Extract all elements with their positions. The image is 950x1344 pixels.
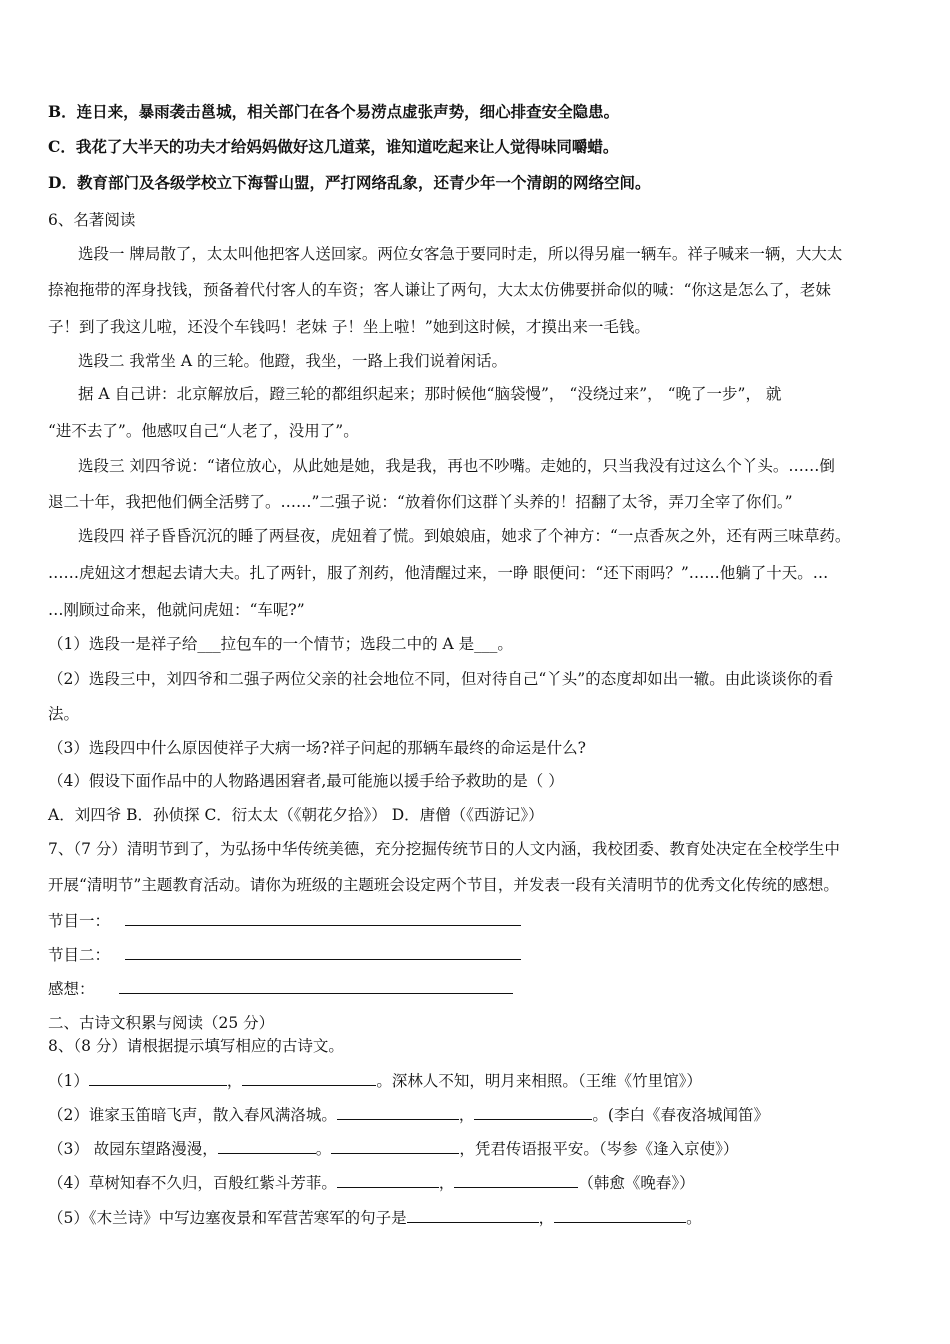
poem-1-suffix: 。深林人不知，明月来相照。（王维《竹里馆》） [376,1072,702,1090]
excerpt-2-line-2: 据 A 自己讲：北京解放后，蹬三轮的都组织起来；那时候他“脑袋慢”， “没绕过来”， “晚了一步”， 就 [78,385,782,403]
option-b: B．连日来，暴雨袭击邕城，相关部门在各个易涝点虚张声势，细心排查安全隐患。 [48,102,620,121]
poem-item-4 [48,1171,918,1194]
poem-2-blank-a[interactable] [337,1103,459,1120]
poem-item-3 [48,1137,918,1160]
poem-2-sep: ， [458,1106,475,1124]
excerpt-2-line-1: 选段二 我常坐 A 的三轮。他蹬，我坐，一路上我们说着闲话。 [78,352,507,370]
excerpt-4-line-2: ……虎妞这才想起去请大夫。扎了两针，服了剂药，他清醒过来，一睁 眼便问：“还下雨吗？”……他躺了十天。… [48,564,829,582]
poem-4-prefix: （4）草树知春不久归，百般红紫斗芳菲。 [48,1174,337,1192]
excerpt-1-line-3: 子！到了我这儿啦，还没个车钱吗！老妹 子！坐上啦！”她到这时候，才摸出来一毛钱。 [48,318,650,336]
reflection-row [48,977,918,1000]
poem-item-2 [48,1103,918,1126]
program-2-row [48,943,918,966]
poem-3-suffix: ，凭君传语报平安。（岑参《逢入京使》） [459,1140,739,1158]
program-2-blank[interactable] [125,943,521,960]
excerpt-4-line-1: 选段四 祥子昏昏沉沉的睡了两昼夜，虎妞着了慌。到娘娘庙，她求了个神方：“一点香灰之外，还有两三味草药。 [78,527,851,545]
poem-5-prefix: （5）《木兰诗》中写边塞夜景和军营苦寒军的句子是 [48,1209,407,1227]
program-2-label: 节目二： [48,946,111,964]
reflection-label: 感想： [48,980,95,998]
program-1-blank[interactable] [125,909,521,926]
poem-4-blank-b[interactable] [454,1171,578,1188]
sub-question-2-line-1: （2）选段三中，刘四爷和二强子两位父亲的社会地位不同，但对待自己“丫头”的态度却如出一辙。由此谈谈你的看 [48,670,834,688]
poem-5-blank-b[interactable] [554,1206,686,1223]
sub-question-3: （3）选段四中什么原因使祥子大病一场?祥子问起的那辆车最终的命运是什么? [48,739,586,757]
section-2-heading: 二、古诗文积累与阅读（25 分） [48,1014,275,1032]
question-6-title: 6、名著阅读 [48,211,136,229]
poem-3-blank-b[interactable] [331,1137,459,1154]
poem-2-prefix: （2）谁家玉笛暗飞声，散入春风满洛城。 [48,1106,337,1124]
sub-question-2-line-2: 法。 [48,705,80,723]
poem-item-1 [48,1069,918,1092]
poem-5-blank-a[interactable] [407,1206,539,1223]
poem-1-prefix: （1） [48,1072,89,1090]
poem-1-sep: ， [226,1072,243,1090]
question-7-line-2: 开展“清明节”主题教育活动。请你为班级的主题班会设定两个节目，并发表一段有关清明节的优秀文化传统的感想。 [48,876,839,894]
reflection-blank[interactable] [119,977,513,994]
sub-question-4: （4）假设下面作品中的人物路遇困窘者,最可能施以援手给予救助的是（ ） [48,772,564,790]
answer-choices: A．刘四爷 B．孙侦探 C．衍太太（《朝花夕拾》） D．唐僧（《西游记》） [48,806,544,824]
excerpt-3-line-1: 选段三 刘四爷说：“诸位放心，从此她是她，我是我，再也不吵嘴。走她的，只当我没有过这么个丫头。……倒 [78,457,835,475]
option-c: C．我花了大半天的功夫才给妈妈做好这几道菜，谁知道吃起来让人觉得味同嚼蜡。 [48,137,619,156]
question-8-title: 8、（8 分）请根据提示填写相应的古诗文。 [48,1037,344,1055]
poem-3-sep: 。 [315,1140,332,1158]
poem-5-sep: ， [538,1209,555,1227]
program-1-label: 节目一： [48,912,111,930]
sub-question-1: （1）选段一是祥子给___拉包车的一个情节；选段二中的 A 是___。 [48,635,513,653]
poem-2-blank-b[interactable] [474,1103,592,1120]
poem-item-5 [48,1206,918,1229]
program-1-row [48,909,918,932]
poem-4-sep: ， [438,1174,455,1192]
poem-5-suffix: 。 [686,1209,702,1227]
question-7-line-1: 7、（7 分）清明节到了，为弘扬中华传统美德，充分挖掘传统节日的人文内涵，我校团委、教育处决定在全校学生中 [48,840,840,858]
poem-4-suffix: （韩愈《晚春》） [578,1174,695,1192]
excerpt-1-line-1: 选段一 牌局散了，太太叫他把客人送回家。两位女客急于要同时走，所以得另雇一辆车。祥子喊来一辆，大大太 [78,245,843,263]
excerpt-1-line-2: 捺袍拖带的浑身找钱，预备着代付客人的车资；客人谦让了两句，大太太仿佛要拼命似的喊：“你这是怎么了，老妹 [48,281,831,299]
option-d: D．教育部门及各级学校立下海誓山盟，严打网络乱象，还青少年一个清朗的网络空间。 [48,173,651,192]
poem-3-blank-a[interactable] [218,1137,316,1154]
poem-1-blank-b[interactable] [242,1069,376,1086]
poem-3-prefix: （3） 故园东望路漫漫， [48,1140,218,1158]
excerpt-3-line-2: 退二十年，我把他们俩全活劈了。……”二强子说：“放着你们这群丫头养的！招翻了太爷，弄刀全宰了你们。” [48,493,793,511]
poem-2-suffix: 。(李白《春夜洛城闻笛》 [592,1106,769,1124]
excerpt-2-line-3: “进不去了”。他感叹自己“人老了，没用了”。 [48,422,359,440]
poem-4-blank-a[interactable] [337,1171,439,1188]
poem-1-blank-a[interactable] [89,1069,227,1086]
excerpt-4-line-3: …刚顾过命来，他就问虎妞：“车呢?” [48,601,305,619]
